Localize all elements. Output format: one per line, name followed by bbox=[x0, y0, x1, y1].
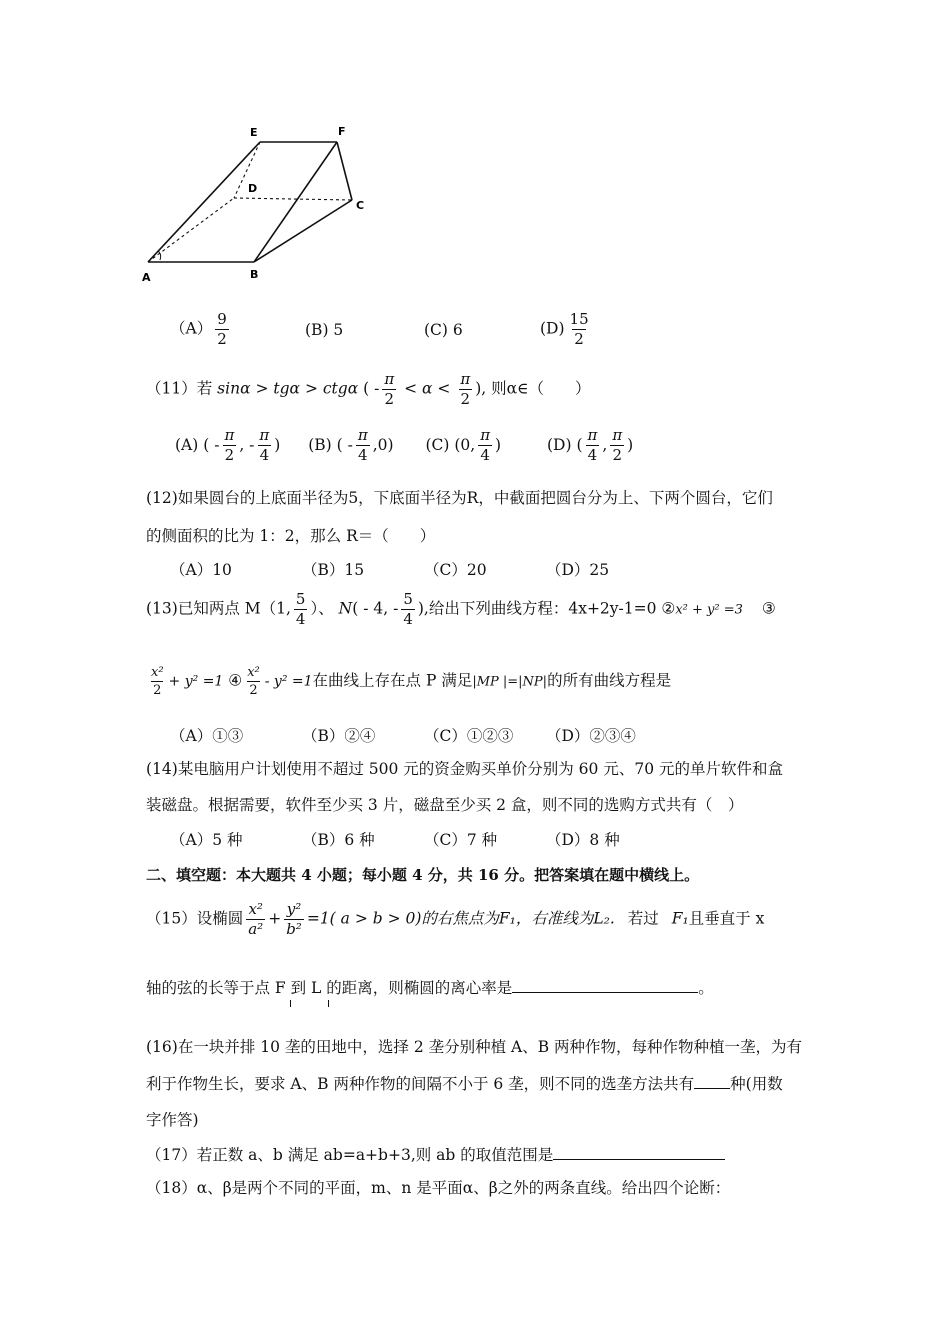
label-E: E bbox=[250, 126, 258, 139]
edge-BC bbox=[254, 200, 352, 262]
q10-option-a: （A） $\frac{9}{2}$ bbox=[170, 310, 227, 348]
q16-line2: 利于作物生长，要求 A、B 两种作物的间隔不小于 6 垄，则不同的选垄方法共有 种(用数 bbox=[146, 1075, 783, 1093]
q13-option-a: （A）①③ bbox=[170, 727, 244, 745]
q11-option-d: (D) ( $\frac{\pi}{4}$ , $\frac{\pi}{2}$ ) bbox=[546, 426, 634, 464]
q16-line3: 字作答) bbox=[146, 1111, 199, 1129]
q10-option-b: (B) 5 bbox=[305, 321, 344, 339]
q17-line: （17）若正数 a、b 满足 ab=a+b+3,则 ab 的取值范围是 bbox=[146, 1143, 725, 1165]
q12-option-b: （B）15 bbox=[302, 561, 365, 579]
q11-options bbox=[175, 428, 633, 463]
label-B: B bbox=[250, 268, 259, 281]
q12-option-c: （C）20 bbox=[424, 561, 487, 579]
q15-subscript-tick-1 bbox=[290, 1000, 291, 1007]
q13-option-b: （B）②④ bbox=[302, 727, 376, 745]
edge-FC bbox=[337, 142, 352, 200]
q15-subscript-tick-2 bbox=[328, 1000, 329, 1007]
q17-answer-blank[interactable] bbox=[553, 1145, 725, 1160]
prism-figure bbox=[140, 120, 380, 285]
q11-stem: （11）若 sinα > tgα > ctgα ( - $\frac{\pi}{2}$ < α < $\frac{\pi}{2}$ ), 则α∈（ ） bbox=[146, 370, 591, 408]
q14-line2: 装磁盘。根据需要，软件至少买 3 片，磁盘至少买 2 盒，则不同的选购方式共有（ ） bbox=[146, 796, 744, 814]
q14-option-b: （B）6 种 bbox=[302, 831, 375, 849]
q12-line1: (12)如果圆台的上底面半径为5，下底面半径为R，中截面把圆台分为上、下两个圆台，它们 bbox=[146, 489, 773, 507]
section-heading-fill-in: 二、填空题：本大题共 4 小题；每小题 4 分，共 16 分。把答案填在题中横线上。 bbox=[146, 866, 700, 884]
q13-line1: (13)已知两点 M（1, $\frac{5}{4}$ ）、 N( - 4, - $\frac{5}{4}$ ),给出下列曲线方程：4x+2y-1=0 ②x² + y² =3 ③ bbox=[146, 590, 776, 628]
label-F: F bbox=[338, 125, 346, 138]
q14-option-d: （D）8 种 bbox=[546, 831, 620, 849]
hidden-edge-DC bbox=[234, 198, 352, 200]
q11-option-b: (B) ( - $\frac{\pi}{4}$ ,0) bbox=[308, 426, 394, 464]
q12-option-d: （D）25 bbox=[546, 561, 610, 579]
q16-line1: (16)在一块并排 10 垄的田地中，选择 2 垄分别种植 A、B 两种作物，每种作物种植一垄，为有 bbox=[146, 1038, 803, 1056]
q12-line2: 的侧面积的比为 1：2，那么 R＝（ ） bbox=[146, 527, 436, 545]
q15-line1: （15）设椭圆 $\frac{\text{x²}}{\text{a²}}$ + $\frac{\text{y²}}{\text{b²}}$ =1( a > b > 0)的右焦点为F₁，右准线为L₂. 若过 F₁且垂直于 x bbox=[146, 900, 765, 938]
q11-option-c: (C) (0, $\frac{\pi}{4}$ ) bbox=[425, 426, 502, 464]
q14-option-c: （C）7 种 bbox=[424, 831, 498, 849]
q15-line2: 轴的弦的长等于点 F 到 L 的距离，则椭圆的离心率是 。 bbox=[146, 979, 714, 997]
hidden-edge-AD bbox=[148, 198, 234, 262]
q13-option-d: （D）②③④ bbox=[546, 727, 636, 745]
q16-answer-blank[interactable] bbox=[694, 1074, 730, 1089]
q12-option-a: （A）10 bbox=[170, 561, 232, 579]
edge-BF bbox=[254, 142, 337, 262]
label-D: D bbox=[248, 182, 258, 195]
q10-option-c: (C) 6 bbox=[424, 321, 463, 339]
q10-option-d: (D) $\frac{15}{2}$ bbox=[540, 310, 589, 348]
q11-option-a: (A) ( - $\frac{\pi}{2}$ , - $\frac{\pi}{4}$ ) bbox=[175, 426, 281, 464]
label-C: C bbox=[356, 199, 365, 212]
q15-answer-blank[interactable] bbox=[512, 978, 698, 993]
q14-line1: (14)某电脑用户计划使用不超过 500 元的资金购买单价分别为 60 元、70 元的单片软件和盒 bbox=[146, 760, 783, 778]
q18-line: （18）α、β是两个不同的平面，m、n 是平面α、β之外的两条直线。给出四个论断： bbox=[146, 1179, 731, 1197]
edge-AE bbox=[148, 142, 260, 262]
q13-line2: $\frac{\text{x²}}{2}$ + y² =1 ④ $\frac{\text{x²}}{2}$ - y² =1在曲线上存在点 P 满足|MP |=|NP|的所有曲线方程是 bbox=[151, 665, 672, 698]
q14-option-a: （A）5 种 bbox=[170, 831, 243, 849]
q13-option-c: （C）①②③ bbox=[424, 727, 514, 745]
label-A: A bbox=[142, 271, 151, 284]
angle-mark bbox=[158, 251, 161, 260]
